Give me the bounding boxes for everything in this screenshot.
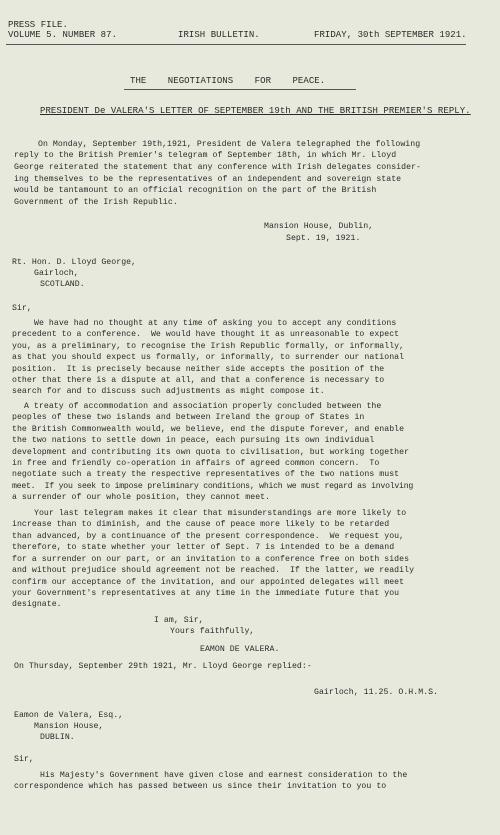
paragraph-line: increase than to diminish, and the cause of peace more likely to be retarded: [12, 520, 390, 529]
reply-address: Gairloch, 11.25. O.H.M.S.: [314, 688, 439, 697]
reply-intro: On Thursday, September 29th 1921, Mr. Lloyd George replied:-: [14, 662, 312, 671]
paragraph-line: precedent to a conference. We would have thought it as unreasonable to expect: [12, 330, 400, 339]
intro-line: Government of the Irish Republic.: [14, 198, 178, 207]
paragraph-line: for a surrender on our part, or an invitation to a conference free on both sides: [12, 555, 410, 564]
paragraph-line: than advanced, by a continuance of the present correspondence. We request you,: [12, 532, 405, 541]
paragraph-line: His Majesty's Government have given close and earnest consideration to the: [40, 771, 408, 780]
recipient-line: DUBLIN.: [40, 733, 75, 742]
paragraph-line: development and contributing its own quota to civilisation, but working together: [12, 448, 410, 457]
paragraph-line: designate.: [12, 600, 62, 609]
signature: EAMON DE VALERA.: [200, 645, 280, 654]
paragraph-line: position. It is precisely because neither side accepts the position of the: [12, 365, 385, 374]
paragraph-line: the British Commonwealth would, we believe, end the dispute forever, and enable: [12, 425, 405, 434]
volume-number: VOLUME 5. NUMBER 87.: [8, 30, 118, 40]
document-title: THE NEGOTIATIONS FOR PEACE.: [130, 76, 326, 86]
paragraph-line: confirm our acceptance of the invitation, and our appointed delegates will meet: [12, 578, 405, 587]
document-subtitle: PRESIDENT De VALERA'S LETTER OF SEPTEMBER 19th AND THE BRITISH PREMIER'S REPLY.: [40, 106, 471, 116]
paragraph-line: your Government's representatives at any time in the immediate future that you: [12, 589, 400, 598]
recipient-line: Mansion House,: [34, 722, 104, 731]
paragraph-line: as that you should expect us formally, or informally, to surrender our national: [12, 353, 405, 362]
letter-date: Sept. 19, 1921.: [286, 234, 361, 243]
paragraph-line: A treaty of accommodation and association properly concluded between the: [24, 402, 382, 411]
paragraph-line: We have had no thought at any time of asking you to accept any conditions: [34, 319, 397, 328]
paragraph-line: correspondence which has passed between us since their invitation to you to: [14, 782, 387, 791]
closing-line: I am, Sir,: [154, 616, 204, 625]
intro-line: On Monday, September 19th,1921, President de Valera telegraphed the following: [38, 140, 421, 149]
recipient-line: Rt. Hon. D. Lloyd George,: [12, 258, 137, 267]
paragraph-line: Your last telegram makes it clear that misunderstandings are more likely to: [34, 509, 407, 518]
paragraph-line: the two nations to settle down in peace, each pursuing its own individual: [12, 436, 375, 445]
paragraph-line: you, as a preliminary, to recognise the Irish Republic formally, or informally,: [12, 342, 405, 351]
salutation: Sir,: [14, 755, 34, 764]
header-rule: [6, 44, 466, 45]
sender-address: Mansion House, Dublin,: [264, 222, 374, 231]
issue-date: FRIDAY, 30th SEPTEMBER 1921.: [314, 30, 467, 40]
paragraph-line: a surrender of our whole position, they cannot meet.: [12, 493, 271, 502]
paragraph-line: in free and friendly co-operation in affairs of agreed common concern. To: [12, 459, 380, 468]
title-underline: [124, 89, 356, 90]
paragraph-line: meet. If you seek to impose preliminary conditions, which we must regard as involving: [12, 482, 414, 491]
paragraph-line: other that there is a dispute at all, and that a conference is necessary to: [12, 376, 385, 385]
recipient-line: SCOTLAND.: [40, 280, 85, 289]
paragraph-line: and without prejudice should agreement not be reached. If the latter, we readily: [12, 566, 415, 575]
paragraph-line: negotiate such a treaty the respective representatives of the two nations must: [12, 470, 400, 479]
paragraph-line: peoples of these two islands and between Ireland the group of States in: [12, 413, 365, 422]
intro-line: George reiterated the statement that any conference with Irish delegates consider-: [14, 163, 421, 172]
recipient-line: Eamon de Valera, Esq.,: [14, 711, 124, 720]
paragraph-line: search for and to discuss such adjustments as might compose it.: [12, 387, 325, 396]
recipient-line: Gairloch,: [34, 269, 79, 278]
paragraph-line: therefore, to state whether your letter of Sept. 7 is intended to be a demand: [12, 543, 395, 552]
salutation: Sir,: [12, 304, 32, 313]
closing-line: Yours faithfully,: [170, 627, 255, 636]
publication-name: IRISH BULLETIN.: [178, 30, 260, 40]
intro-line: ing themselves to be the representatives of an independent and sovereign state: [14, 175, 402, 184]
intro-line: reply to the British Premier's telegram of September 18th, in which Mr. Lloyd: [14, 151, 397, 160]
press-file-stamp: PRESS FILE.: [8, 20, 68, 30]
intro-line: would be tantamount to an official recognition on the part of the British: [14, 186, 377, 195]
